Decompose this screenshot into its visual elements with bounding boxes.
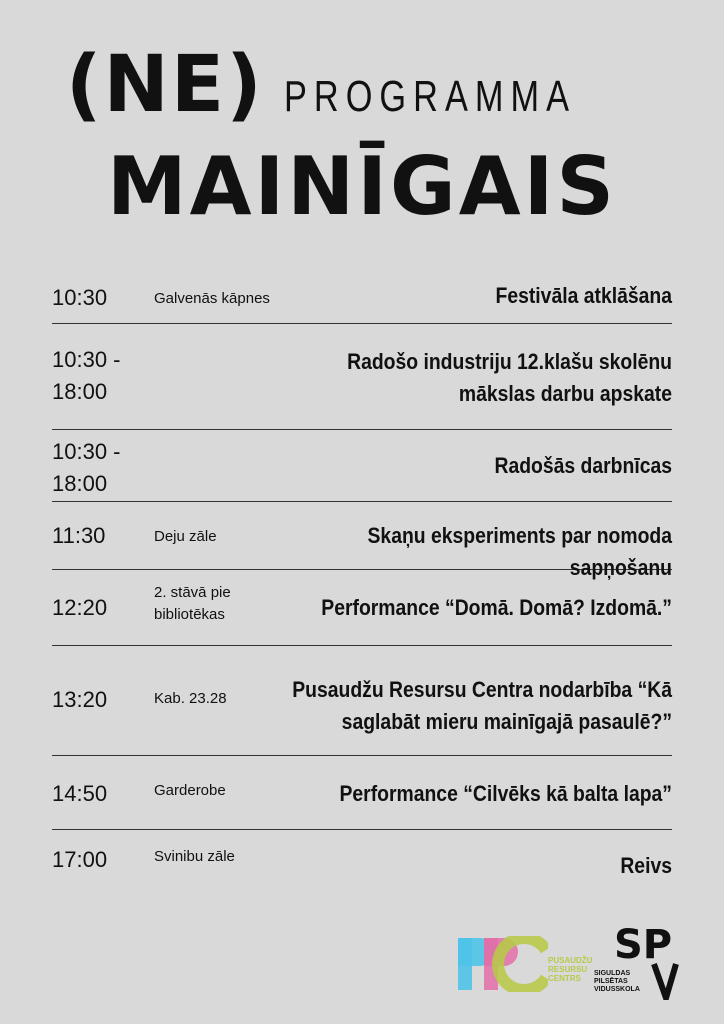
row-event: Radošās darbnīcas (494, 453, 672, 478)
row-place: Kab. 23.28 (154, 690, 227, 707)
row-time: 10:30 (52, 285, 108, 310)
row-event: Skaņu eksperiments par nomoda sapņošanu (367, 523, 672, 580)
row-place: Svinibu zāle (154, 848, 235, 865)
row-event: Radošo industriju 12.klašu skolēnu mākslas darbu apskate (347, 349, 672, 406)
schedule-row (52, 646, 672, 756)
prc-logo (458, 936, 548, 992)
row-time: 14:50 (52, 781, 108, 806)
logos-area (458, 920, 688, 1010)
row-place: Garderobe (154, 782, 226, 799)
spv-logo-text: SIGULDAS PILSĒTAS VIDUSSKOLA (594, 970, 640, 993)
row-time: 12:20 (52, 595, 108, 620)
row-time: 17:00 (52, 847, 108, 872)
schedule-row (52, 830, 672, 900)
row-place: 2. stāvā pie bibliotēkas (154, 584, 231, 623)
schedule-row (52, 430, 672, 502)
row-time: 11:30 (52, 523, 106, 548)
row-place: Deju zāle (154, 528, 217, 545)
prc-logo-text: PUSAUDŽU RESURSU CENTRS (548, 956, 593, 983)
row-event: Festivāla atklāšana (495, 283, 672, 308)
row-event: Reivs (620, 853, 672, 878)
schedule-row (52, 756, 672, 830)
schedule-row (52, 502, 672, 580)
title-mainigais: MAINĪGAIS (107, 140, 617, 233)
schedule-row (52, 262, 672, 324)
row-time: 10:30 - 18:00 (52, 347, 121, 404)
title-line-1 (0, 40, 724, 140)
row-place: Galvenās kāpnes (154, 290, 270, 307)
schedule-row (52, 324, 672, 430)
row-time: 13:20 (52, 687, 108, 712)
svg-text:SP: SP (614, 922, 673, 968)
title-programma: PROGRAMMA (283, 72, 576, 121)
schedule-row (52, 570, 672, 646)
schedule-list (52, 262, 672, 900)
row-event: Performance “Cilvēks kā balta lapa” (339, 781, 672, 806)
row-time: 10:30 - 18:00 (52, 439, 121, 496)
title-ne: (NE) (65, 40, 264, 130)
row-event: Pusaudžu Resursu Centra nodarbība “Kā saglabāt mieru mainīgajā pasaulē?” (292, 677, 672, 734)
row-event: Performance “Domā. Domā? Izdomā.” (321, 595, 672, 620)
